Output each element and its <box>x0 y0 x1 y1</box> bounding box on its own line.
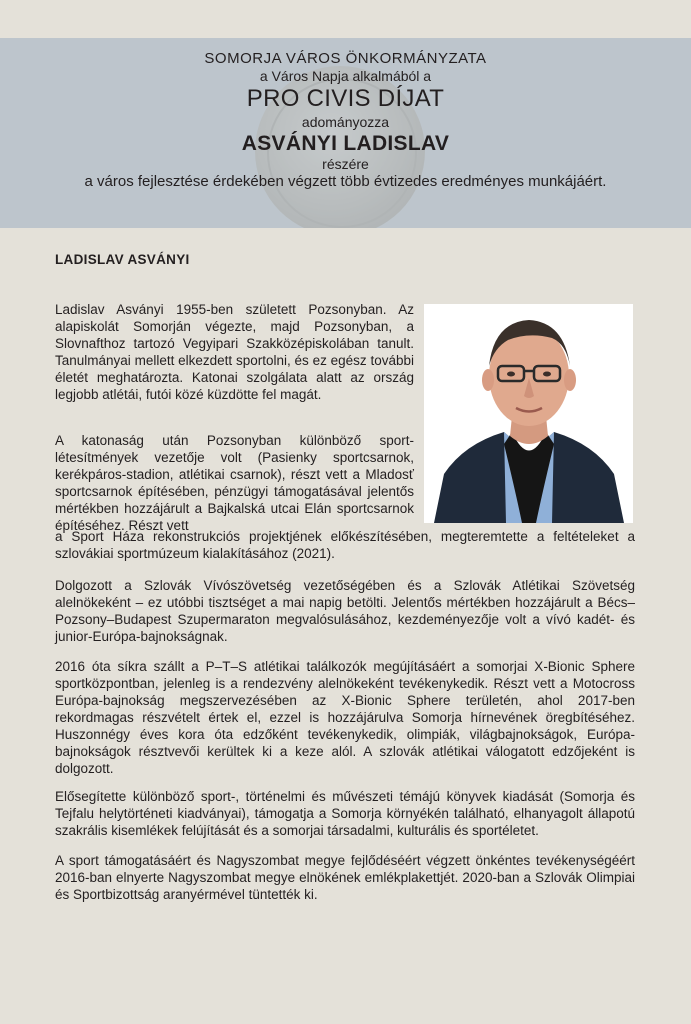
award-verb: adományozza <box>301 114 390 130</box>
bio-paragraph-1: Ladislav Asványi 1955-ben született Pozsonyban. Az alapiskolát Somorján végezte, majd Pozsonyban, a Slovnafthoz tartozó Vegyipari Szakközépiskolában tanult. Tanulmányai mellett elkezdett sportolni, és ez egész további életét meghatározta. Katonai szolgálata alatt az ország legjobb atlétái, futói közé küzdötte fel magát. <box>55 302 414 402</box>
bio-paragraph-6: A sport támogatásáért és Nagyszombat megye fejlődéséért végzett önkéntes tevékenységéért 2016-ban elnyerte Nagyszombat megye elnökének emlékplakettjét. 2020-ban a Szlovák Olimpiai és Sportbizottság aranyérmével tüntették ki. <box>55 853 635 902</box>
award-reason: a város fejlesztése érdekében végzett több évtizedes eredményes munkájáért. <box>84 173 607 190</box>
bio-paragraph-2-start: A katonaság után Pozsonyban különböző sport-létesítmények vezetője volt (Pasienky sportcsarnok, kerékpáros-stadion, atlétikai csarnok), részt vett a Mladosť sportcsarnok építésében, pénzügyi támogatásával jelentős mértékben hozzájárult a Bajkalská utcai Elán sportcsarnok építéséhez. Részt vett <box>55 433 414 533</box>
portrait-photo <box>424 304 633 523</box>
award-title: PRO CIVIS DÍJAT <box>246 85 445 112</box>
recipient-name: ASVÁNYI LADISLAV <box>241 132 450 155</box>
bio-paragraph-3: Dolgozott a Szlovák Vívószövetség vezetőségében és a Szlovák Atlétikai Szövetség alelnökeként – ez utóbbi tisztséget a mai napig betölti. Jelentős mértékben hozzájárult a Bécs–Pozsony–Budapest Szupermaraton megvalósulásához, kezdeményezője volt a vívó kadét- és junior-Európa-bajnokságnak. <box>55 578 635 644</box>
municipality-name: SOMORJA VÁROS ÖNKORMÁNYZATA <box>204 50 487 67</box>
recipient-suffix: részére <box>322 156 369 172</box>
portrait-photo-icon <box>424 304 633 523</box>
bio-heading: LADISLAV ASVÁNYI <box>55 252 190 267</box>
bio-paragraph-5: Elősegítette különböző sport-, történelmi és művészeti témájú könyvek kiadását (Somorja és Tejfalu helytörténeti kiadványai), támogatja a Somorja környékén található, elhanyagolt állapotú szakrális kisemlékek felújítását és a somorjai társadalmi, kulturális és sportéletet. <box>55 789 635 838</box>
award-banner <box>0 38 691 228</box>
bio-paragraph-4: 2016 óta síkra szállt a P–T–S atlétikai találkozók megújításáért a somorjai X-Bionic Sphere sportközpontban, jelenleg is a rendezvény alelnökeként tevékenykedik. Részt vett a Motocross Európa-bajnokság megszervezésében az X-Bionic Sphere területén, ahol 2017-ben rekordmagas részvételt értek el, ezzel is hozzájárulva Somorja hírnevének öregbítéséhez. Huszonnégy éves kora óta edzőként tevékenykedik, olimpiák, világbajnokságok, Európa-bajnokságok résztvevői kerültek ki a keze alól. A szlovák atlétikai válogatott edzőjeként is dolgozott. <box>55 659 635 776</box>
award-text <box>0 50 691 192</box>
bio-paragraph-2-end: a Sport Háza rekonstrukciós projektjének előkészítésében, megteremtette a feltételeket a szlovákiai sportmúzeum kialakításához (2021). <box>55 529 635 561</box>
occasion-line: a Város Napja alkalmából a <box>259 68 432 84</box>
